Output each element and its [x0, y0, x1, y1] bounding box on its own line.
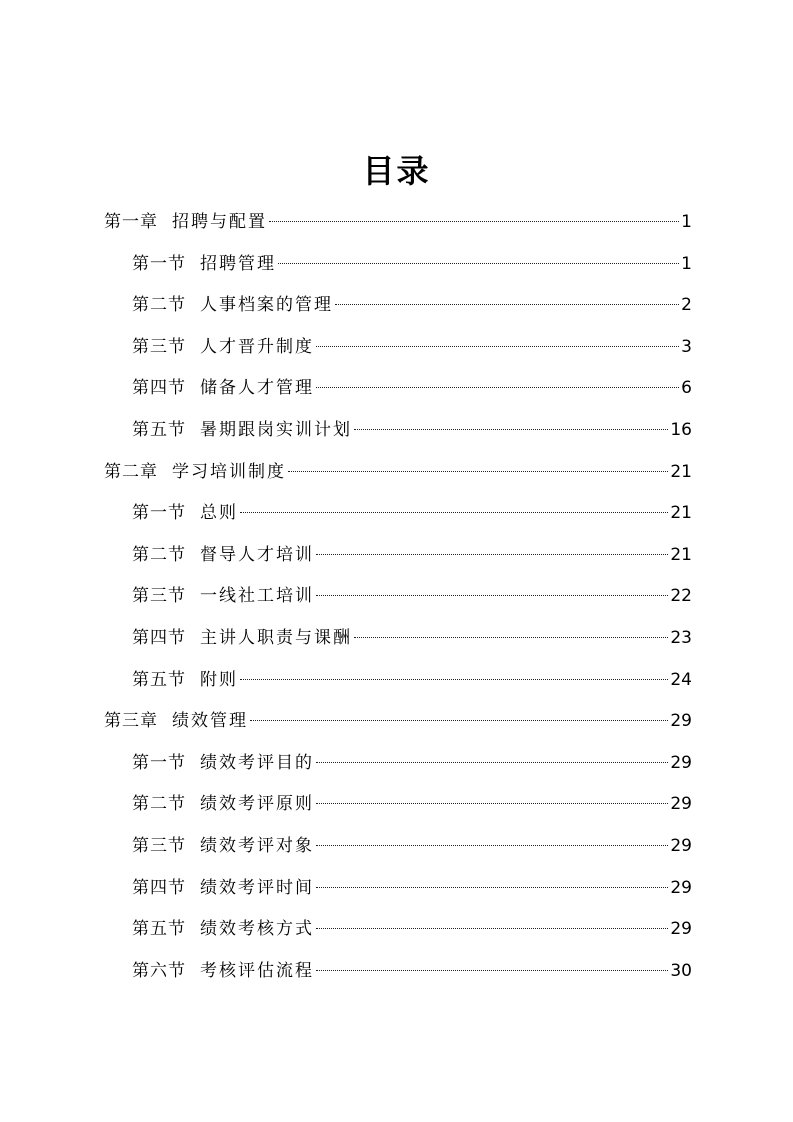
toc-entry-number: 第三节 — [132, 336, 186, 357]
toc-entry-label: 考核评估流程 — [200, 960, 314, 981]
toc-entry-label: 储备人才管理 — [200, 378, 314, 399]
toc-entry-page-number: 23 — [670, 627, 692, 648]
toc-entry-label: 主讲人职责与课酬 — [200, 627, 352, 648]
toc-entry-page-number: 3 — [681, 336, 692, 357]
toc-entry-label: 绩效考评目的 — [200, 752, 314, 773]
dot-leader — [354, 636, 668, 638]
toc-section-entry[interactable] — [104, 535, 692, 577]
toc-entry-number: 第一章 — [104, 212, 158, 232]
toc-chapter-entry[interactable] — [104, 202, 692, 244]
dot-leader — [316, 844, 668, 846]
toc-entry-label: 一线社工培训 — [200, 586, 314, 607]
toc-entry-page-number: 29 — [670, 794, 692, 815]
toc-entry-number: 第四节 — [132, 877, 186, 898]
dot-leader — [316, 345, 679, 347]
toc-entry-label: 绩效考评对象 — [200, 835, 314, 856]
toc-entry-number: 第五节 — [132, 919, 186, 940]
toc-entry-page-number: 22 — [670, 586, 692, 607]
toc-entry-label: 暑期跟岗实训计划 — [200, 419, 352, 440]
toc-entry-number: 第一节 — [132, 503, 186, 524]
toc-section-entry[interactable] — [104, 410, 692, 452]
toc-section-entry[interactable] — [104, 868, 692, 910]
toc-entry-page-number: 30 — [670, 960, 692, 981]
toc-entry-number: 第五节 — [132, 419, 186, 440]
toc-entry-number: 第一节 — [132, 253, 186, 274]
toc-entry-page-number: 24 — [670, 669, 692, 690]
toc-entry-number: 第二节 — [132, 794, 186, 815]
toc-entry-label: 总则 — [200, 503, 238, 524]
toc-entry-page-number: 16 — [670, 419, 692, 440]
toc-entry-page-number: 21 — [670, 461, 692, 482]
toc-section-entry[interactable] — [104, 826, 692, 868]
toc-entry-number: 第四节 — [132, 378, 186, 399]
toc-entry-label: 附则 — [200, 669, 238, 690]
toc-entry-label: 绩效考评时间 — [200, 877, 314, 898]
toc-entry-page-number: 29 — [670, 835, 692, 856]
dot-leader — [269, 220, 679, 222]
dot-leader — [316, 553, 668, 555]
dot-leader — [316, 761, 668, 763]
toc-entry-number: 第三节 — [132, 586, 186, 607]
toc-section-entry[interactable] — [104, 784, 692, 826]
toc-entry-number: 第二章 — [104, 461, 158, 482]
dot-leader — [354, 428, 668, 430]
toc-list — [104, 202, 692, 992]
toc-entry-number: 第三节 — [132, 835, 186, 856]
dot-leader — [288, 470, 668, 472]
dot-leader — [316, 969, 668, 971]
dot-leader — [316, 386, 679, 388]
toc-entry-page-number: 21 — [670, 544, 692, 565]
toc-entry-number: 第五节 — [132, 669, 186, 690]
toc-entry-page-number: 1 — [681, 212, 692, 232]
dot-leader — [240, 511, 668, 513]
dot-leader — [240, 678, 668, 680]
toc-title: 目录 — [362, 152, 431, 190]
toc-section-entry[interactable] — [104, 576, 692, 618]
toc-entry-label: 绩效管理 — [172, 711, 248, 732]
toc-section-entry[interactable] — [104, 244, 692, 286]
toc-entry-label: 招聘管理 — [200, 253, 276, 274]
toc-entry-page-number: 29 — [670, 919, 692, 940]
toc-section-entry[interactable] — [104, 285, 692, 327]
toc-entry-number: 第二节 — [132, 295, 186, 316]
toc-chapter-entry[interactable] — [104, 452, 692, 494]
toc-section-entry[interactable] — [104, 743, 692, 785]
toc-entry-label: 学习培训制度 — [172, 461, 286, 482]
dot-leader — [316, 594, 668, 596]
toc-entry-number: 第三章 — [104, 711, 158, 732]
toc-entry-page-number: 29 — [670, 752, 692, 773]
dot-leader — [278, 262, 679, 264]
dot-leader — [250, 719, 668, 721]
toc-entry-label: 绩效考核方式 — [200, 919, 314, 940]
toc-section-entry[interactable] — [104, 909, 692, 951]
toc-entry-page-number: 21 — [670, 503, 692, 524]
dot-leader — [316, 802, 668, 804]
toc-entry-page-number: 1 — [681, 253, 692, 274]
toc-section-entry[interactable] — [104, 327, 692, 369]
toc-entry-page-number: 2 — [681, 295, 692, 316]
toc-entry-label: 督导人才培训 — [200, 544, 314, 565]
toc-entry-page-number: 29 — [670, 711, 692, 732]
toc-entry-label: 绩效考评原则 — [200, 794, 314, 815]
dot-leader — [316, 927, 668, 929]
toc-entry-number: 第一节 — [132, 752, 186, 773]
toc-entry-number: 第六节 — [132, 960, 186, 981]
dot-leader — [316, 886, 668, 888]
toc-section-entry[interactable] — [104, 618, 692, 660]
toc-section-entry[interactable] — [104, 368, 692, 410]
toc-chapter-entry[interactable] — [104, 701, 692, 743]
toc-entry-number: 第二节 — [132, 544, 186, 565]
toc-section-entry[interactable] — [104, 493, 692, 535]
toc-section-entry[interactable] — [104, 660, 692, 702]
toc-entry-page-number: 6 — [681, 378, 692, 399]
dot-leader — [335, 303, 679, 305]
toc-entry-number: 第四节 — [132, 627, 186, 648]
toc-section-entry[interactable] — [104, 951, 692, 993]
toc-entry-label: 人事档案的管理 — [200, 295, 333, 316]
toc-entry-label: 招聘与配置 — [172, 212, 267, 232]
toc-entry-page-number: 29 — [670, 877, 692, 898]
toc-entry-label: 人才晋升制度 — [200, 336, 314, 357]
